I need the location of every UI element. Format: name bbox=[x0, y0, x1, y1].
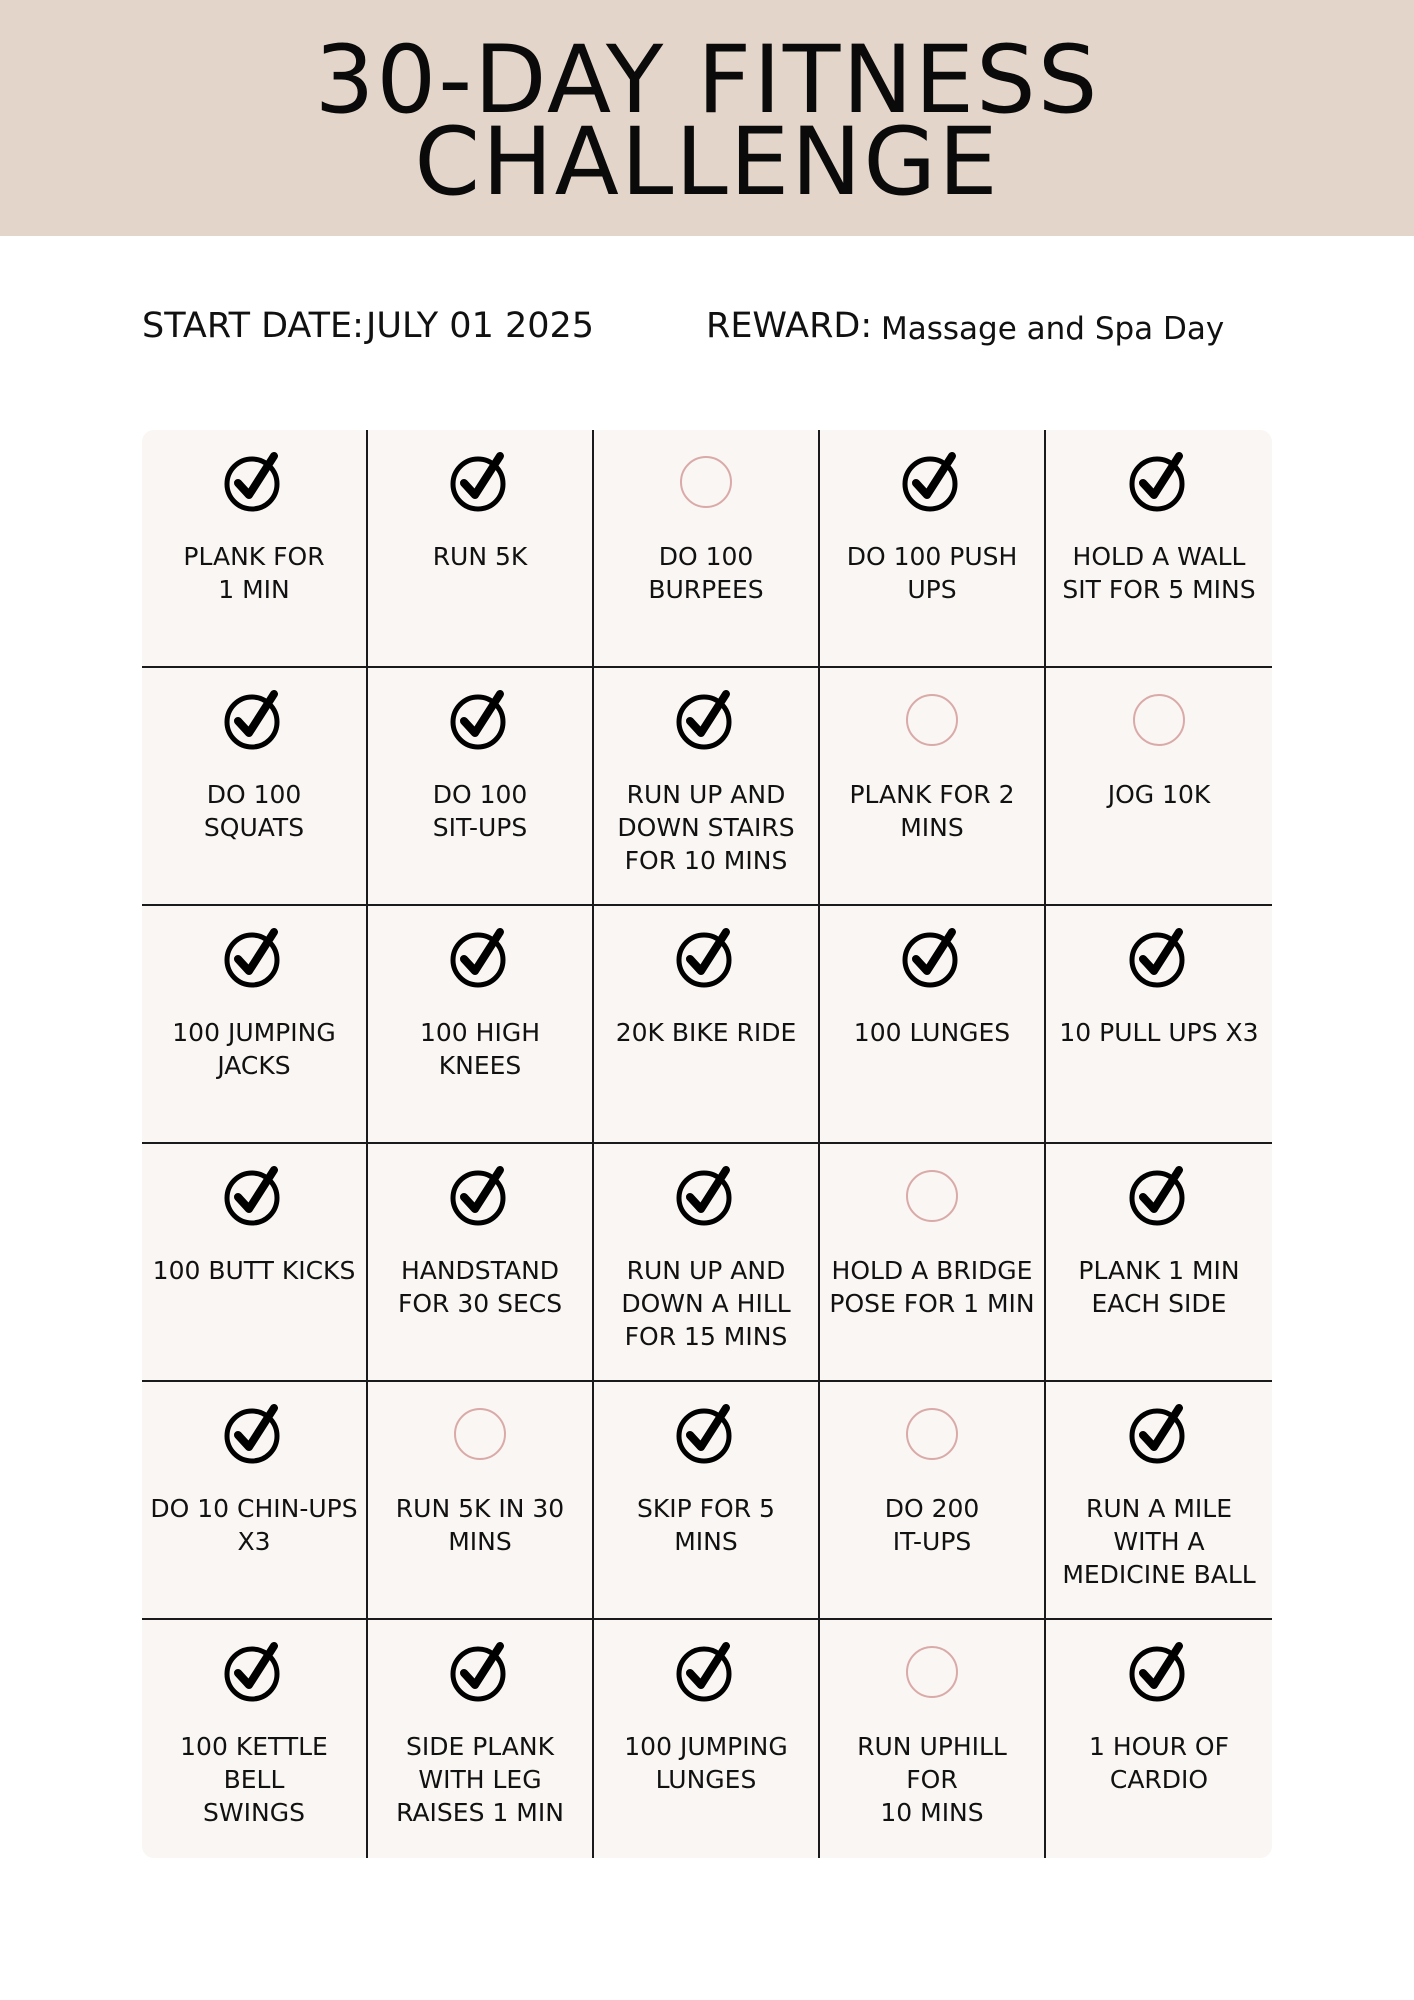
challenge-cell-day-12[interactable] bbox=[368, 906, 594, 1144]
checkmark-icon[interactable] bbox=[900, 450, 964, 514]
challenge-cell-day-27[interactable] bbox=[368, 1620, 594, 1858]
challenge-cell-day-26[interactable] bbox=[142, 1620, 368, 1858]
checkmark-icon[interactable] bbox=[222, 688, 286, 752]
challenge-cell-day-4[interactable] bbox=[820, 430, 1046, 668]
checkmark-icon[interactable] bbox=[222, 1640, 286, 1704]
checkmark-icon[interactable] bbox=[674, 1402, 738, 1466]
reward-value: Massage and Spa Day bbox=[881, 311, 1225, 347]
challenge-label: 20K BIKE RIDE bbox=[615, 1018, 797, 1047]
challenge-cell-day-22[interactable] bbox=[368, 1382, 594, 1620]
checkmark-icon[interactable] bbox=[674, 688, 738, 752]
challenge-cell-day-13[interactable] bbox=[594, 906, 820, 1144]
challenge-cell-day-21[interactable] bbox=[142, 1382, 368, 1620]
checkmark-icon[interactable] bbox=[448, 688, 512, 752]
challenge-cell-day-25[interactable] bbox=[1046, 1382, 1272, 1620]
challenge-cell-day-28[interactable] bbox=[594, 1620, 820, 1858]
challenge-label: RUN A MILE WITH A MEDICINE BALL bbox=[1062, 1494, 1256, 1589]
challenge-cell-day-24[interactable] bbox=[820, 1382, 1046, 1620]
checkmark-icon[interactable] bbox=[1127, 450, 1191, 514]
empty-circle-icon[interactable] bbox=[900, 1640, 964, 1704]
challenge-label: HOLD A BRIDGE POSE FOR 1 MIN bbox=[829, 1256, 1035, 1318]
challenge-label: DO 100 BURPEES bbox=[648, 542, 764, 604]
challenge-label: 100 KETTLE BELL SWINGS bbox=[180, 1732, 328, 1827]
challenge-label: JOG 10K bbox=[1107, 780, 1211, 809]
empty-circle-icon[interactable] bbox=[448, 1402, 512, 1466]
challenge-label: RUN UP AND DOWN A HILL FOR 15 MINS bbox=[621, 1256, 791, 1351]
checkmark-icon[interactable] bbox=[448, 1164, 512, 1228]
checkmark-icon[interactable] bbox=[1127, 1640, 1191, 1704]
start-date-label: START DATE: bbox=[142, 306, 364, 346]
checkmark-icon[interactable] bbox=[448, 450, 512, 514]
challenge-label: PLANK 1 MIN EACH SIDE bbox=[1078, 1256, 1240, 1318]
challenge-label: 1 HOUR OF CARDIO bbox=[1088, 1732, 1229, 1794]
challenge-label: 100 HIGH KNEES bbox=[419, 1018, 540, 1080]
page-title-line-1: 30-DAY FITNESS bbox=[314, 26, 1100, 135]
challenge-label: DO 100 PUSH UPS bbox=[846, 542, 1018, 604]
challenge-label: PLANK FOR 1 MIN bbox=[183, 542, 325, 604]
challenge-cell-day-16[interactable] bbox=[142, 1144, 368, 1382]
empty-circle-icon[interactable] bbox=[900, 1164, 964, 1228]
challenge-cell-day-29[interactable] bbox=[820, 1620, 1046, 1858]
challenge-cell-day-7[interactable] bbox=[368, 668, 594, 906]
checkmark-icon[interactable] bbox=[674, 926, 738, 990]
challenge-label: DO 100 SQUATS bbox=[203, 780, 305, 842]
challenge-cell-day-20[interactable] bbox=[1046, 1144, 1272, 1382]
checkmark-icon[interactable] bbox=[1127, 1402, 1191, 1466]
challenge-cell-day-15[interactable] bbox=[1046, 906, 1272, 1144]
challenge-cell-day-8[interactable] bbox=[594, 668, 820, 906]
challenge-label: PLANK FOR 2 MINS bbox=[849, 780, 1015, 842]
challenge-label: SKIP FOR 5 MINS bbox=[637, 1494, 775, 1556]
checkmark-icon[interactable] bbox=[222, 926, 286, 990]
empty-circle-icon[interactable] bbox=[900, 688, 964, 752]
challenge-cell-day-2[interactable] bbox=[368, 430, 594, 668]
empty-circle-icon[interactable] bbox=[674, 450, 738, 514]
empty-circle-icon[interactable] bbox=[900, 1402, 964, 1466]
checkmark-icon[interactable] bbox=[1127, 1164, 1191, 1228]
challenge-label: HANDSTAND FOR 30 SECS bbox=[397, 1256, 563, 1318]
challenge-label: DO 200 IT-UPS bbox=[884, 1494, 980, 1556]
start-date-value: JULY 01 2025 bbox=[366, 306, 595, 346]
challenge-label: 100 BUTT KICKS bbox=[152, 1256, 356, 1285]
empty-circle-icon[interactable] bbox=[1127, 688, 1191, 752]
challenge-label: RUN 5K bbox=[432, 542, 528, 571]
challenge-label: DO 100 SIT-UPS bbox=[432, 780, 528, 842]
page-title-line-2: CHALLENGE bbox=[414, 108, 1000, 217]
challenge-cell-day-14[interactable] bbox=[820, 906, 1046, 1144]
challenge-label: RUN UPHILL FOR 10 MINS bbox=[857, 1732, 1007, 1827]
checkmark-icon[interactable] bbox=[674, 1640, 738, 1704]
challenge-cell-day-9[interactable] bbox=[820, 668, 1046, 906]
reward-label: REWARD: bbox=[706, 306, 873, 346]
challenge-grid bbox=[142, 430, 1272, 1858]
challenge-cell-day-11[interactable] bbox=[142, 906, 368, 1144]
challenge-cell-day-3[interactable] bbox=[594, 430, 820, 668]
challenge-label: HOLD A WALL SIT FOR 5 MINS bbox=[1062, 542, 1256, 604]
checkmark-icon[interactable] bbox=[1127, 926, 1191, 990]
challenge-cell-day-18[interactable] bbox=[594, 1144, 820, 1382]
checkmark-icon[interactable] bbox=[222, 1164, 286, 1228]
checkmark-icon[interactable] bbox=[448, 926, 512, 990]
challenge-cell-day-1[interactable] bbox=[142, 430, 368, 668]
checkmark-icon[interactable] bbox=[222, 1402, 286, 1466]
challenge-cell-day-19[interactable] bbox=[820, 1144, 1046, 1382]
challenge-cell-day-23[interactable] bbox=[594, 1382, 820, 1620]
challenge-label: DO 10 CHIN-UPS X3 bbox=[150, 1494, 358, 1556]
challenge-label: 100 LUNGES bbox=[853, 1018, 1011, 1047]
checkmark-icon[interactable] bbox=[448, 1640, 512, 1704]
challenge-label: RUN 5K IN 30 MINS bbox=[395, 1494, 565, 1556]
challenge-cell-day-6[interactable] bbox=[142, 668, 368, 906]
checkmark-icon[interactable] bbox=[900, 926, 964, 990]
challenge-cell-day-30[interactable] bbox=[1046, 1620, 1272, 1858]
challenge-label: 10 PULL UPS X3 bbox=[1059, 1018, 1259, 1047]
challenge-label: RUN UP AND DOWN STAIRS FOR 10 MINS bbox=[617, 780, 795, 875]
checkmark-icon[interactable] bbox=[222, 450, 286, 514]
challenge-label: 100 JUMPING JACKS bbox=[172, 1018, 336, 1080]
challenge-label: 100 JUMPING LUNGES bbox=[624, 1732, 788, 1794]
challenge-cell-day-17[interactable] bbox=[368, 1144, 594, 1382]
header-banner bbox=[0, 0, 1414, 236]
challenge-cell-day-5[interactable] bbox=[1046, 430, 1272, 668]
challenge-cell-day-10[interactable] bbox=[1046, 668, 1272, 906]
challenge-label: SIDE PLANK WITH LEG RAISES 1 MIN bbox=[396, 1732, 564, 1827]
checkmark-icon[interactable] bbox=[674, 1164, 738, 1228]
